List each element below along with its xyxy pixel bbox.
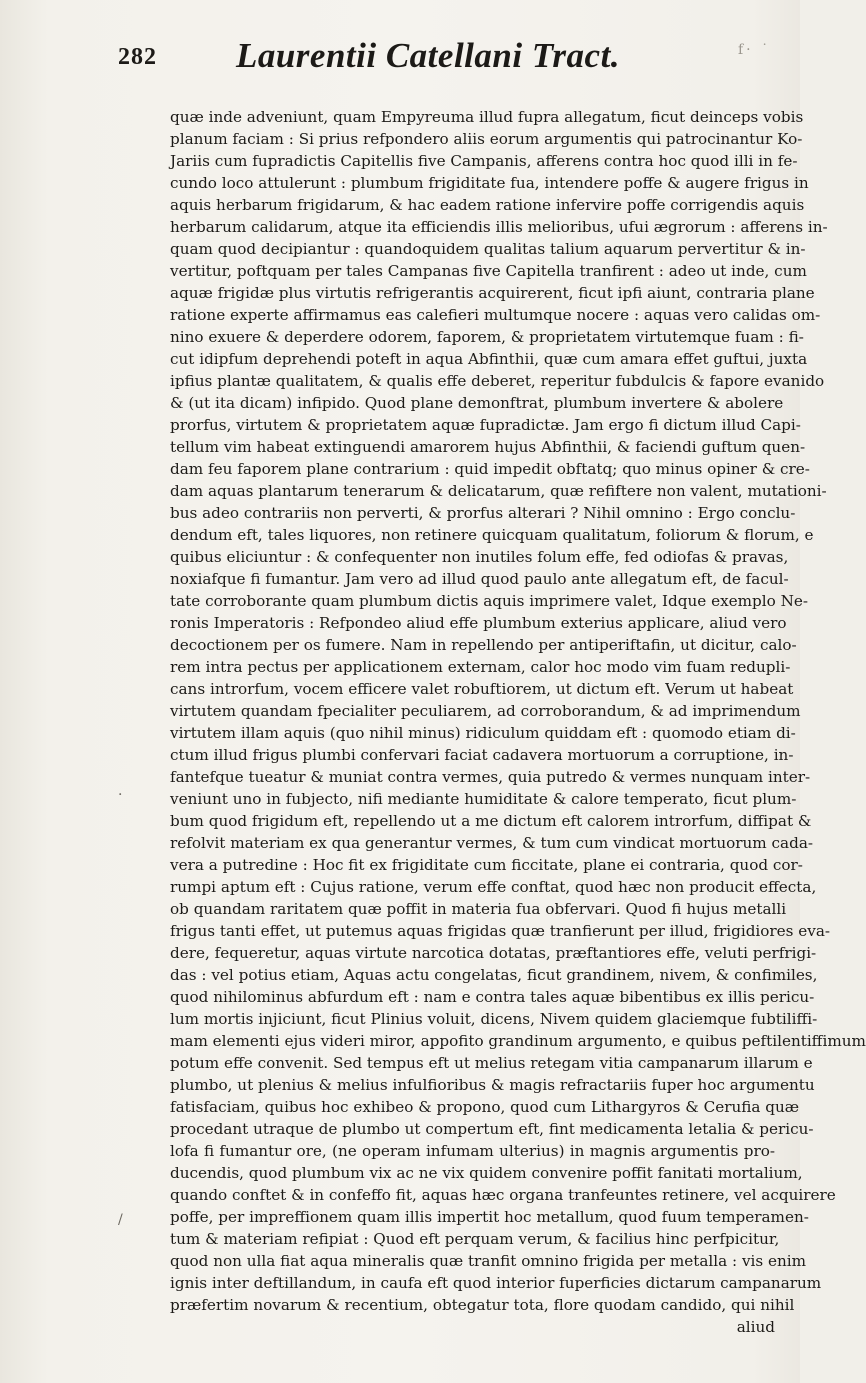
text-line: decoctionem per os fumere. Nam in repellendo per antiperiftafin, ut dicitur, calo- [170, 636, 797, 654]
text-line: quod nihilominus abfurdum eft : nam e contra tales aquæ bibentibus ex illis pericu- [170, 988, 815, 1006]
text-line: dendum eft, tales liquores, non retinere quicquam qualitatum, foliorum & florum, e [170, 526, 814, 544]
margin-mark: / [118, 1212, 123, 1228]
text-line: cut idipfum deprehendi poteft in aqua Abfinthii, quæ cum amara effet guftui, juxta [170, 350, 808, 368]
text-line: quæ inde adveniunt, quam Empyreuma illud fupra allegatum, ficut deinceps vobis [170, 108, 804, 126]
bleed-through-mark: f· ˙ [738, 42, 772, 58]
text-line: rem intra pectus per applicationem externam, calor hoc modo vim fuam redupli- [170, 658, 791, 676]
text-line: cans introrfum, vocem efficere valet robuftiorem, ut dictum eft. Verum ut habeat [170, 680, 794, 698]
text-line: virtutem quandam fpecialiter peculiarem, ad corroborandum, & ad imprimendum [170, 702, 801, 720]
text-line: dam aquas plantarum tenerarum & delicatarum, quæ refiftere non valent, mutationi- [170, 482, 827, 500]
text-line: fantefque tueatur & muniat contra vermes, quia putredo & vermes nunquam inter- [170, 768, 811, 786]
text-line: bum quod frigidum eft, repellendo ut a me dictum eft calorem introrfum, diffipat & [170, 812, 812, 830]
text-line: aliud [736, 1318, 775, 1336]
text-line: potum effe convenit. Sed tempus eft ut melius retegam vitia campanarum illarum e [170, 1054, 813, 1072]
text-line: cundo loco attulerunt : plumbum frigiditate fua, intendere poffe & augere frigus in [170, 174, 809, 192]
text-line: virtutem illam aquis (quo nihil minus) ridiculum quiddam eft : quomodo etiam di- [170, 724, 796, 742]
text-line: quod non ulla fiat aqua mineralis quæ tranfit omnino frigida per metalla : vis enim [170, 1252, 807, 1270]
text-line: lum mortis injiciunt, ficut Plinius voluit, dicens, Nivem quidem glaciemque fubtiliffi- [170, 1010, 818, 1028]
text-line: præfertim novarum & recentium, obtegatur tota, flore quodam candido, qui nihil [170, 1296, 795, 1314]
text-line: ipfius plantæ qualitatem, & qualis effe deberet, reperitur fubdulcis & fapore evanido [170, 372, 825, 390]
text-line: procedant utraque de plumbo ut compertum eft, fint medicamenta letalia & pericu- [170, 1120, 814, 1138]
text-line: das : vel potius etiam, Aquas actu congelatas, ficut grandinem, nivem, & confimiles, [170, 966, 818, 984]
margin-mark: · [118, 787, 123, 803]
text-line: rumpi aptum eft : Cujus ratione, verum effe conftat, quod hæc non producit effecta, [170, 878, 817, 896]
text-line: nino exuere & deperdere odorem, faporem, & proprietatem virtutemque fuam : fi- [170, 328, 804, 346]
text-line: dere, fequeretur, aquas virtute narcotica dotatas, præftantiores effe, veluti perfrigi- [170, 944, 817, 962]
text-line: refolvit materiam ex qua generantur vermes, & tum cum vindicat mortuorum cada- [170, 834, 814, 852]
text-line: frigus tanti effet, ut putemus aquas frigidas quæ tranfierunt per illud, frigidiores eva- [170, 922, 831, 940]
text-line: mam elementi ejus videri miror, appofito grandinum argumento, e quibus peftilentiffimum [170, 1032, 866, 1050]
body-text [170, 106, 866, 1338]
text-line: quam quod decipiantur : quandoquidem qualitas talium aquarum pervertitur & in- [170, 240, 806, 258]
text-line: ctum illud frigus plumbi confervari faciat cadavera mortuorum a corruptione, in- [170, 746, 794, 764]
text-line: tum & materiam refipiat : Quod eft perquam verum, & facilius hinc perfpicitur, [170, 1230, 780, 1248]
text-line: planum faciam : Si prius refpondero aliis eorum argumentis qui patrocinantur Ko- [170, 130, 803, 148]
text-line: ob quandam raritatem quæ poffit in materia fua obfervari. Quod fi hujus metalli [170, 900, 787, 918]
text-line: vertitur, poftquam per tales Campanas five Capitella tranfirent : adeo ut inde, cum [170, 262, 807, 280]
text-line: tellum vim habeat extinguendi amarorem hujus Abfinthii, & faciendi guftum quen- [170, 438, 806, 456]
running-title: Laurentii Catellani Tract. [235, 36, 621, 75]
page-header [118, 32, 778, 92]
text-line: ronis Imperatoris : Refpondeo aliud effe plumbum exterius applicare, aliud vero [170, 614, 787, 632]
text-line: dam feu faporem plane contrarium : quid impedit obftatq; quo minus opiner & cre- [170, 460, 810, 478]
text-line: ignis inter deftillandum, in caufa eft quod interior fuperficies dictarum campanarum [170, 1274, 822, 1292]
text-line: quibus eliciuntur : & confequenter non inutiles folum effe, fed odiofas & pravas, [170, 548, 789, 566]
text-line: plumbo, ut plenius & melius infulfioribus & magis refractariis fuper hoc argumentu [170, 1076, 815, 1094]
text-line: Jariis cum fupradictis Capitellis five Campanis, afferens contra hoc quod illi in fe- [170, 152, 798, 170]
text-line: herbarum calidarum, atque ita efficiendis illis melioribus, ufui ægrorum : afferens in- [170, 218, 828, 236]
text-line: aquæ frigidæ plus virtutis refrigerantis acquirerent, ficut ipfi aiunt, contraria plane [170, 284, 815, 302]
text-line: noxiafque fi fumantur. Jam vero ad illud quod paulo ante allegatum eft, de facul- [170, 570, 789, 588]
text-line: ducendis, quod plumbum vix ac ne vix quidem convenire poffit fanitati mortalium, [170, 1164, 803, 1182]
text-line: fatisfaciam, quibus hoc exhibeo & propono, quod cum Lithargyros & Cerufia quæ [170, 1098, 800, 1116]
text-line: prorfus, virtutem & proprietatem aquæ fupradictæ. Jam ergo fi dictum illud Capi- [170, 416, 801, 434]
text-line: lofa fi fumantur ore, (ne operam infumam ulterius) in magnis argumentis pro- [170, 1142, 775, 1160]
text-line: quando conftet & in confeffo fit, aquas hæc organa tranfeuntes retinere, vel acquirere [170, 1186, 836, 1204]
text-line: ratione experte affirmamus eas calefieri multumque nocere : aquas vero calidas om- [170, 306, 821, 324]
text-line: vera a putredine : Hoc fit ex frigiditate cum ficcitate, plane ei contraria, quod cor- [170, 856, 803, 874]
text-line: veniunt uno in fubjecto, nifi mediante humiditate & calore temperato, ficut plum- [170, 790, 797, 808]
text-line: poffe, per impreffionem quam illis impertit hoc metallum, quod fuum temperamen- [170, 1208, 809, 1226]
page-number: 282 [118, 44, 157, 70]
text-line: aquis herbarum frigidarum, & hac eadem ratione infervire poffe corrigendis aquis [170, 196, 805, 214]
text-line: & (ut ita dicam) infipido. Quod plane demonftrat, plumbum invertere & abolere [170, 394, 784, 412]
text-line: bus adeo contrariis non perverti, & prorfus alterari ? Nihil omnino : Ergo conclu- [170, 504, 796, 522]
text-line: tate corroborante quam plumbum dictis aquis imprimere valet, Idque exemplo Ne- [170, 592, 809, 610]
